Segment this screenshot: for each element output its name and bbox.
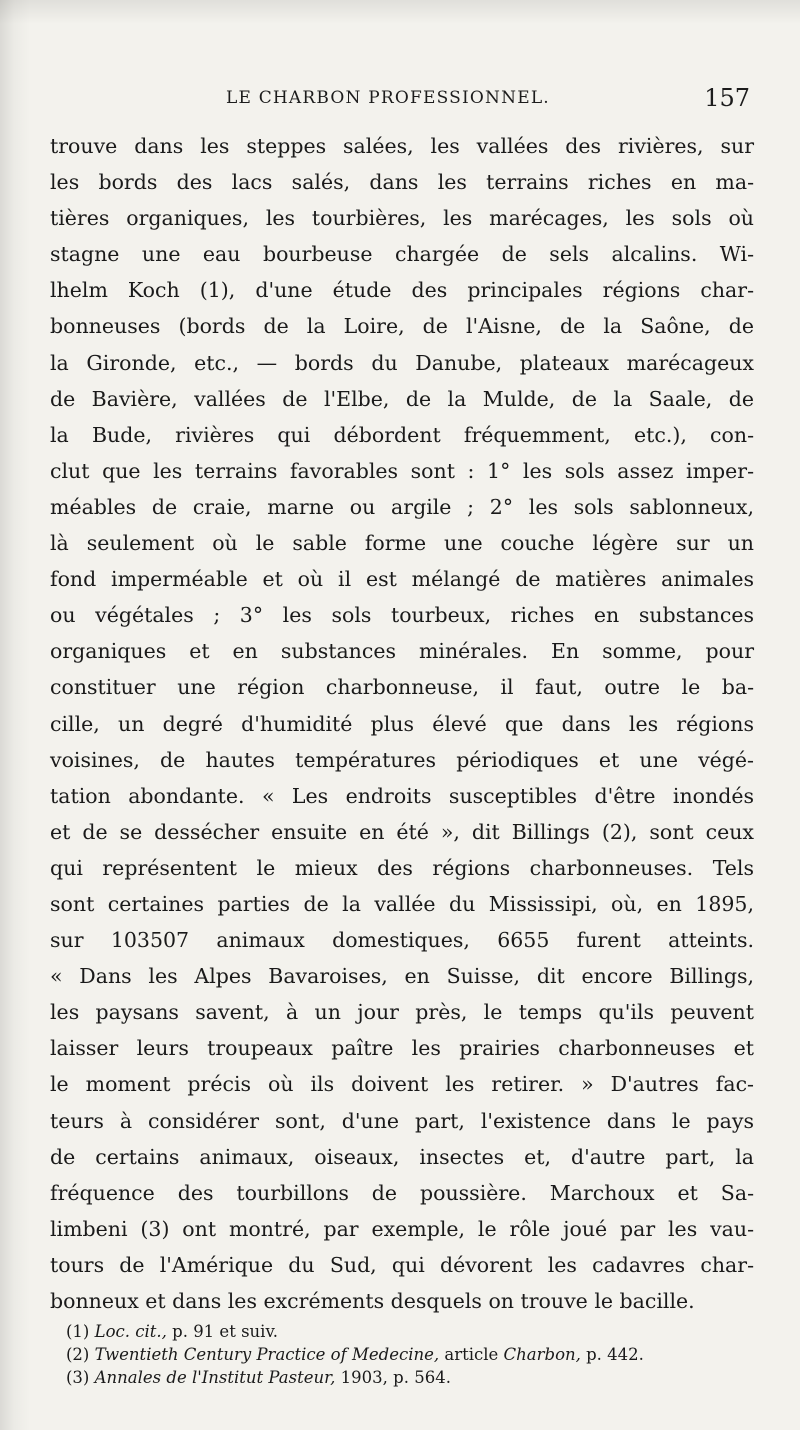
- text-line: méables de craie, marne ou argile ; 2° les sols sablonneux,: [50, 494, 754, 519]
- text-line: ou végétales ; 3° les sols tourbeux, riches en substances: [50, 603, 754, 628]
- text-line: cille, un degré d'humidité plus élevé que dans les régions: [50, 711, 754, 736]
- footnote-text: p. 442.: [580, 1345, 644, 1364]
- footnote-citation: Annales de l'Institut Pasteur,: [94, 1368, 336, 1387]
- text-line: sont certaines parties de la vallée du Mississipi, où, en 1895,: [50, 891, 754, 916]
- text-line: limbeni (3) ont montré, par exemple, le rôle joué par les vau-: [50, 1216, 754, 1241]
- text-line: qui représentent le mieux des régions charbonneuses. Tels: [50, 855, 754, 880]
- text-line: les paysans savent, à un jour près, le temps qu'ils peuvent: [50, 1000, 754, 1025]
- text-line: la Gironde, etc., — bords du Danube, plateaux marécageux: [50, 350, 754, 375]
- text-line: de certains animaux, oiseaux, insectes et, d'autre part, la: [50, 1144, 754, 1169]
- text-line: et de se dessécher ensuite en été », dit Billings (2), sont ceux: [50, 819, 754, 844]
- footnote-text: article: [439, 1345, 504, 1364]
- footnote-1: [66, 1320, 766, 1343]
- text-line: tières organiques, les tourbières, les marécages, les sols où: [50, 206, 754, 231]
- text-line: le moment précis où ils doivent les retirer. » D'autres fac-: [50, 1072, 754, 1097]
- footnote-text: 1903, p. 564.: [335, 1368, 451, 1387]
- text-line: clut que les terrains favorables sont : 1° les sols assez imper-: [50, 458, 754, 483]
- page-header: [48, 86, 756, 118]
- text-line: laisser leurs troupeaux paître les prairies charbonneuses et: [50, 1036, 754, 1061]
- text-line: « Dans les Alpes Bavaroises, en Suisse, dit encore Billings,: [50, 964, 754, 989]
- page-number: 157: [704, 84, 750, 112]
- footnote-marker: (2): [66, 1345, 90, 1364]
- footnote-2: [66, 1343, 766, 1366]
- footnote-citation: Twentieth Century Practice of Medecine,: [94, 1345, 440, 1364]
- footnote-article-title: Charbon,: [503, 1345, 581, 1364]
- text-line: constituer une région charbonneuse, il faut, outre le ba-: [50, 675, 754, 700]
- text-line: tation abondante. « Les endroits susceptibles d'être inondés: [50, 783, 754, 808]
- text-line: la Bude, rivières qui débordent fréquemment, etc.), con-: [50, 422, 754, 447]
- text-line: trouve dans les steppes salées, les vallées des rivières, sur: [50, 134, 754, 158]
- text-line: teurs à considérer sont, d'une part, l'existence dans le pays: [50, 1108, 754, 1133]
- text-line: fréquence des tourbillons de poussière. Marchoux et Sa-: [50, 1180, 754, 1205]
- text-line: sur 103507 animaux domestiques, 6655 furent atteints.: [50, 928, 754, 953]
- text-line: stagne une eau bourbeuse chargée de sels alcalins. Wi-: [50, 242, 754, 267]
- text-line: tours de l'Amérique du Sud, qui dévorent les cadavres char-: [50, 1252, 754, 1277]
- body-paragraph: [50, 128, 754, 1319]
- footnote-citation: Loc. cit.,: [94, 1322, 167, 1341]
- text-line: les bords des lacs salés, dans les terrains riches en ma-: [50, 170, 754, 195]
- text-line: lhelm Koch (1), d'une étude des principales régions char-: [50, 278, 754, 303]
- text-line: organiques et en substances minérales. En somme, pour: [50, 639, 754, 664]
- footnotes: [66, 1320, 766, 1389]
- text-line: voisines, de hautes températures périodiques et une végé-: [50, 747, 754, 772]
- footnote-text: p. 91 et suiv.: [166, 1322, 279, 1341]
- running-head: LE CHARBON PROFESSIONNEL.: [226, 88, 550, 108]
- text-line: bonneuses (bords de la Loire, de l'Aisne, de la Saône, de: [50, 314, 754, 339]
- text-line: fond imperméable et où il est mélangé de matières animales: [50, 567, 754, 592]
- text-line: là seulement où le sable forme une couche légère sur un: [50, 531, 754, 556]
- text-line: de Bavière, vallées de l'Elbe, de la Mulde, de la Saale, de: [50, 386, 754, 411]
- footnote-marker: (1): [66, 1322, 90, 1341]
- text-line: bonneux et dans les excréments desquels on trouve le bacille.: [50, 1289, 695, 1313]
- footnote-marker: (3): [66, 1368, 90, 1387]
- footnote-3: [66, 1366, 766, 1389]
